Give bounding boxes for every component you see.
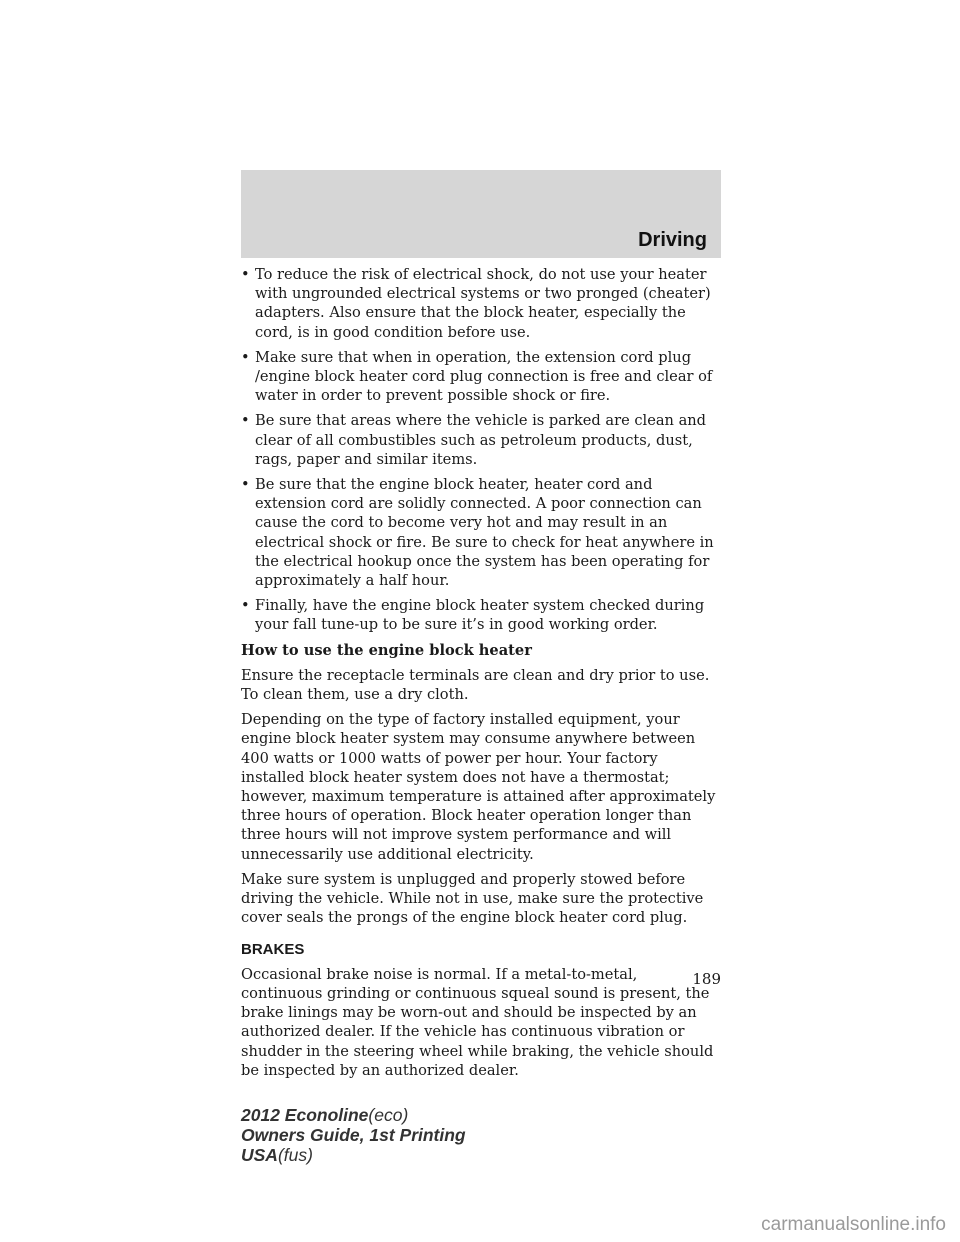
subheading: How to use the engine block heater (241, 641, 532, 659)
footer-market-code: (fus) (277, 1145, 313, 1165)
footer-market: USA (241, 1145, 278, 1165)
list-item (241, 348, 721, 406)
footer-line-1 (241, 1105, 466, 1125)
bullet-marker: • (241, 476, 250, 494)
bullet-text: Make sure that when in operation, the extension cord plug /engine block heater cord plug connection is free and clear of water in order to prevent possible shock or fire. (255, 348, 713, 405)
brakes-heading: BRAKES (241, 940, 305, 958)
paragraph: Make sure system is unplugged and properly stowed before driving the vehicle. While not in use, make sure the protective cover seals the prongs of the engine block heater cord plug. (241, 870, 704, 927)
bullet-marker: • (241, 266, 250, 283)
bullet-text: Be sure that the engine block heater, heater cord and extension cord are solidly connected. A poor connection can cause the cord to become very hot and may result in an electrical shock or fire. Be sure to check for heat anywhere in the electrical hookup once the system has been operating for approximately a half hour. (255, 476, 714, 590)
bullet-marker: • (241, 597, 250, 615)
list-item (241, 265, 721, 342)
document-footer (241, 1105, 466, 1165)
list-item (241, 475, 721, 590)
list-item (241, 411, 721, 469)
section-header (241, 170, 721, 258)
paragraph: Ensure the receptacle terminals are clean and dry prior to use. To clean them, use a dry cloth. (241, 666, 710, 704)
brakes-paragraph: Occasional brake noise is normal. If a metal-to-metal, continuous grinding or continuous squeal sound is present, the brake linings may be worn-out and should be inspected by an authorized dealer. If the vehicle has continuous vibration or shudder in the steering wheel while braking, the vehicle should be inspected by an authorized dealer. (241, 965, 714, 1079)
paragraph: Depending on the type of factory installed equipment, your engine block heater system may consume anywhere between 400 watts or 1000 watts of power per hour. Your factory installed block heater system does not have a thermostat; however, maximum temperature is attained after approximately three hours of operation. Block heater operation longer than three hours will not improve system performance and will unnecessarily use additional electricity. (241, 711, 716, 863)
safety-bullet-list (241, 265, 721, 635)
bullet-text: To reduce the risk of electrical shock, do not use your heater with ungrounded electrical systems or two pronged (cheater) adapters. Also ensure that the block heater, especially the cord, is in good condition before use. (255, 266, 711, 341)
page-number: 189 (692, 970, 721, 988)
bullet-text: Be sure that areas where the vehicle is parked are clean and clear of all combustibles such as petroleum products, dust, rags, paper and similar items. (255, 412, 707, 468)
footer-model-code: (eco) (368, 1105, 409, 1125)
footer-model: 2012 Econoline (241, 1105, 369, 1125)
section-title: Driving (638, 229, 707, 251)
page-content (241, 265, 721, 1086)
watermark: carmanualsonline.info (761, 1214, 946, 1235)
bullet-marker: • (241, 412, 250, 430)
bullet-marker: • (241, 348, 250, 366)
bullet-text: Finally, have the engine block heater system checked during your fall tune-up to be sure it’s in good working order. (255, 597, 705, 634)
footer-line-3 (241, 1145, 466, 1165)
footer-line-2: Owners Guide, 1st Printing (241, 1125, 466, 1145)
list-item (241, 596, 721, 634)
